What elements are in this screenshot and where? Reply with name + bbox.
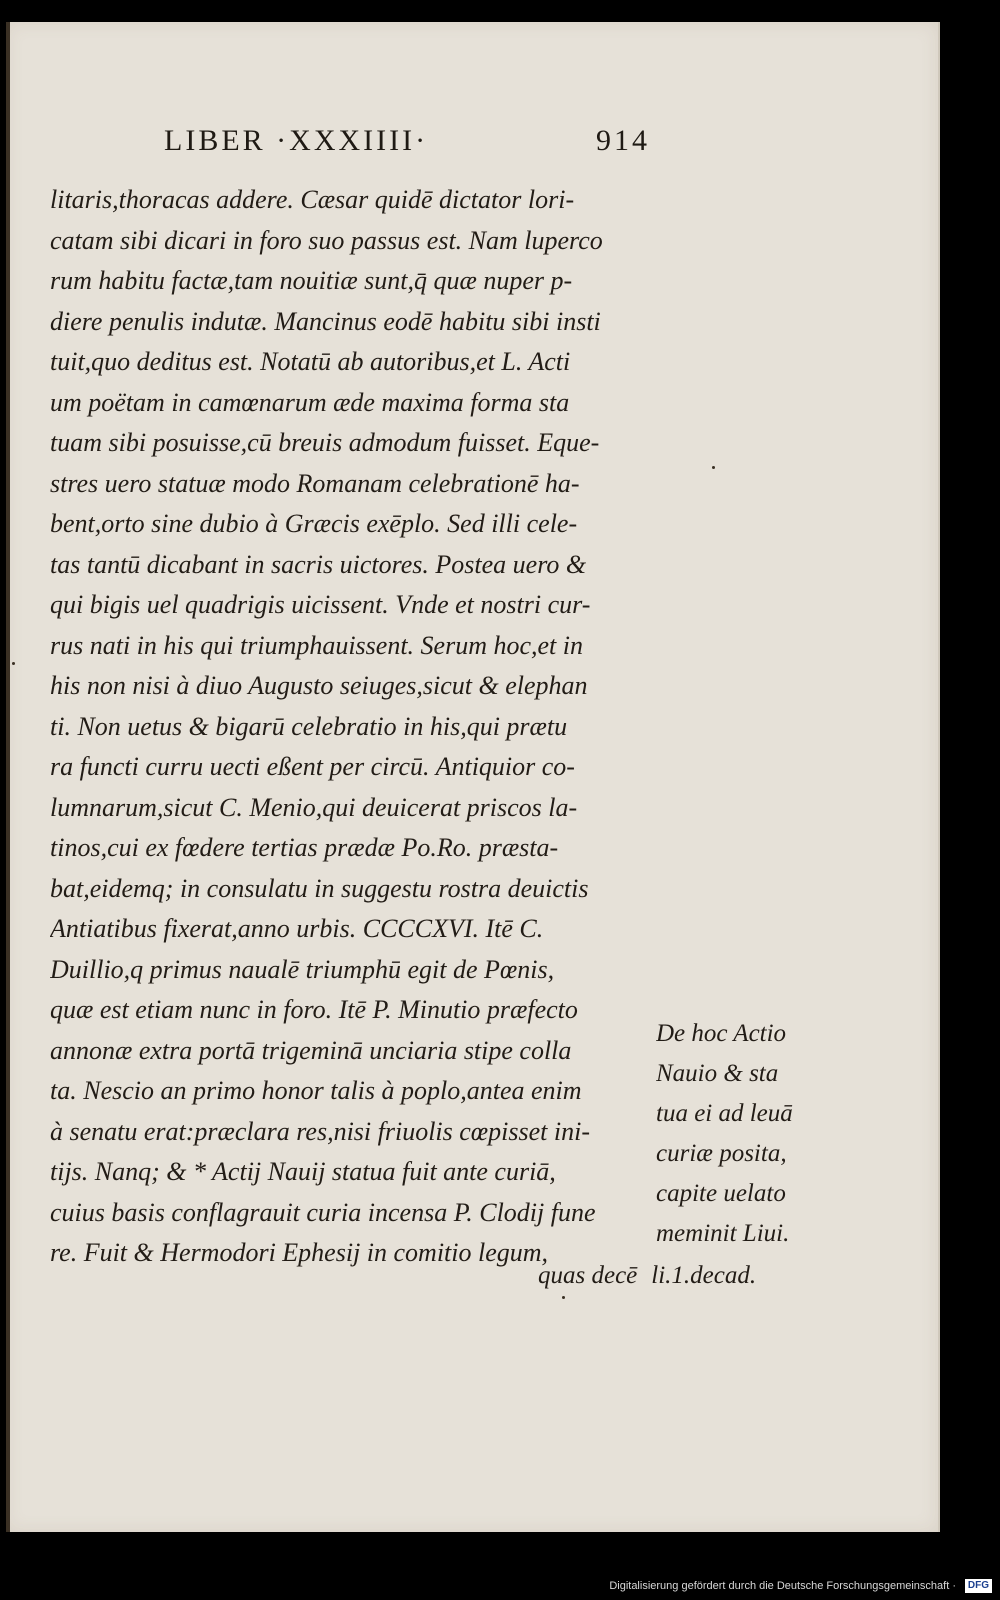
paper-speck — [12, 662, 15, 665]
marginal-note-line: curiæ posita, — [656, 1140, 787, 1167]
book-page — [6, 22, 940, 1532]
text-line: qui bigis uel quadrigis uicissent. Vnde et nostri cur- — [50, 590, 591, 619]
marginal-note — [656, 1014, 851, 1254]
catchword-line — [538, 1256, 770, 1296]
paper-speck — [712, 466, 715, 469]
text-line: rus nati in his qui triumphauissent. Serum hoc,et in — [50, 630, 583, 660]
text-line: ta. Nescio an primo honor talis à poplo,antea enim — [50, 1076, 582, 1105]
text-line: ra functi curru uecti eßent per circū. Antiquior co- — [50, 752, 575, 781]
text-line: diere penulis indutæ. Mancinus eodē habitu sibi insti — [50, 306, 601, 336]
text-line: ti. Non uetus & bigarū celebratio in his,qui prætu — [50, 711, 568, 741]
footer-bar — [0, 1574, 1000, 1600]
page-gutter-edge — [6, 22, 10, 1532]
digitization-credit: Digitalisierung gefördert durch die Deutsche Forschungsgemeinschaft · — [609, 1580, 956, 1592]
running-header — [126, 124, 686, 168]
text-line: cuius basis conflagrauit curia incensa P. Clodij fune — [50, 1197, 596, 1227]
text-line: Duillio,q primus naualē triumphū egit de Pœnis, — [50, 954, 555, 984]
marginal-note-line: Nauio & sta — [656, 1060, 779, 1087]
text-line: um poëtam in camœnarum æde maxima forma sta — [50, 387, 570, 417]
text-line: quæ est etiam nunc in foro. Itē P. Minutio præfecto — [50, 995, 578, 1024]
marginal-note-line: li.1.decad. — [651, 1262, 757, 1289]
marginal-note-line: meminit Liui. — [656, 1220, 790, 1247]
text-line: tijs. Nanq; & * Actij Nauij statua fuit ante curiā, — [50, 1157, 556, 1186]
running-title: LIBER ·XXXIIII· — [164, 124, 429, 157]
folio-number: 914 — [596, 124, 650, 157]
text-line: bent,orto sine dubio à Græcis exēplo. Sed illi cele- — [50, 509, 578, 538]
main-text-block — [50, 180, 665, 1274]
text-line: à senatu erat:præclara res,nisi friuolis cœpisset ini- — [50, 1116, 590, 1146]
text-line: lumnarum,sicut C. Menio,qui deuicerat priscos la- — [50, 792, 578, 822]
text-line: Antiatibus fixerat,anno urbis. CCCCXVI. Itē C. — [50, 914, 544, 943]
text-line: annonæ extra portā trigeminā unciaria stipe colla — [50, 1035, 572, 1065]
text-line: litaris,thoracas addere. Cæsar quidē dictator lori- — [50, 185, 575, 214]
marginal-note-line: tua ei ad leuā — [656, 1100, 793, 1127]
paper-speck — [562, 1296, 565, 1299]
text-line: tuit,quo deditus est. Notatū ab autoribus,et L. Acti — [50, 347, 571, 376]
text-line: tuam sibi posuisse,cū breuis admodum fuisset. Eque- — [50, 428, 600, 457]
text-line: rum habitu factæ,tam nouitiæ sunt,q̄ quæ nuper p- — [50, 266, 573, 295]
text-line: tas tantū dicabant in sacris uictores. Postea uero & — [50, 549, 587, 579]
marginal-note-line: De hoc Actio — [656, 1020, 787, 1047]
text-line: tinos,cui ex fœdere tertias prædæ Po.Ro. præsta- — [50, 833, 559, 862]
text-line: his non nisi à diuo Augusto seiuges,sicut & elephan — [50, 671, 588, 700]
text-line: re. Fuit & Hermodori Ephesij in comitio legum, — [50, 1238, 549, 1267]
marginal-note-line: capite uelato — [656, 1180, 786, 1207]
text-line: stres uero statuæ modo Romanam celebrationē ha- — [50, 468, 580, 498]
catchword: quas decē — [538, 1262, 638, 1289]
text-line: catam sibi dicari in foro suo passus est. Nam luperco — [50, 225, 603, 255]
text-line: bat,eidemq; in consulatu in suggestu rostra deuictis — [50, 873, 589, 903]
dfg-logo-icon: DFG — [965, 1579, 992, 1593]
